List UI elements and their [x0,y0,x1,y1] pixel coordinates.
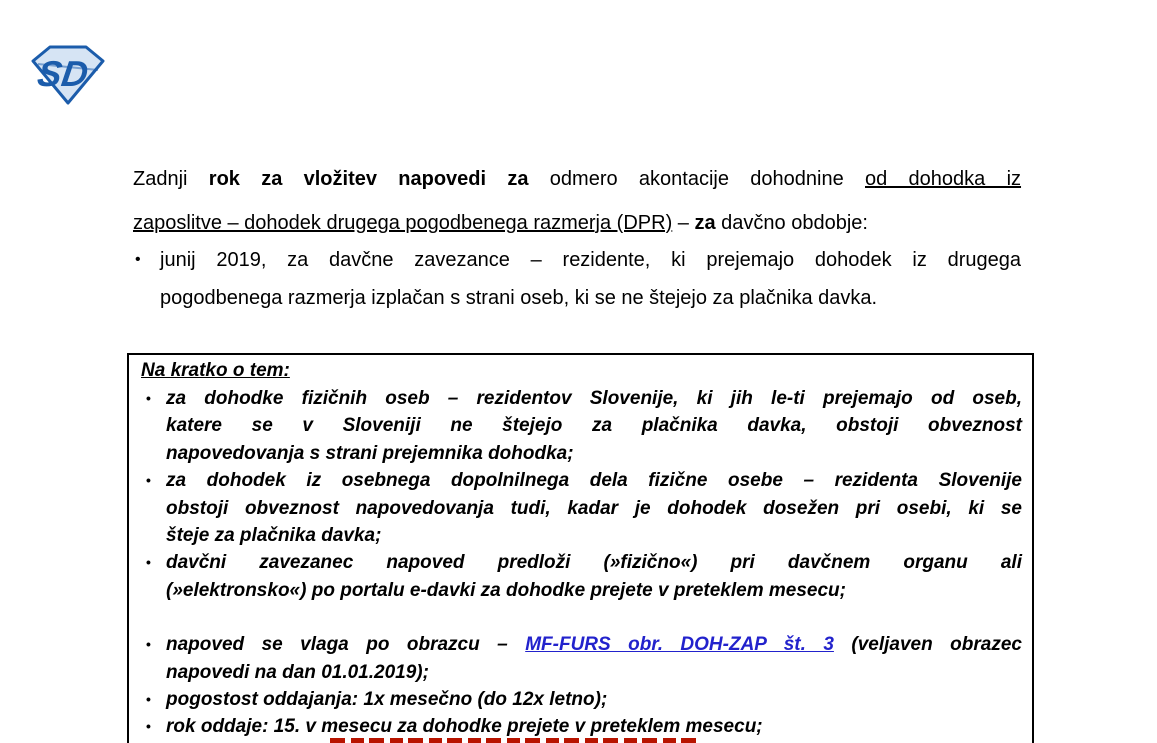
bullet-line: rok oddaje: 15. v mesecu za dohodke prejete v preteklem mesecu; [166,716,763,738]
intro-text-underlined: od dohodka iz [865,168,1022,190]
bullet-icon: • [135,251,141,268]
list-item [141,713,1022,740]
intro-text: – [672,212,695,234]
bullet-text: (veljaven obrazec [833,634,1022,656]
logo-letters: SD [34,53,91,94]
bullet-icon: • [146,554,151,571]
intro-text: Zadnji [133,168,209,190]
bullet-line: (»elektronsko«) po portalu e-davki za dohodke prejete v preteklem mesecu; [166,579,846,601]
intro-text-bold: za [694,212,716,234]
bullet-line: šteje za plačnika davka; [166,525,382,547]
list-item [141,467,1022,549]
bullet-line: obstoji obveznost napovedovanja tudi, kadar je dohodek dosežen pri osebi, ki se [166,497,1022,519]
intro-bullet-list [133,241,1021,317]
intro-text: davčno obdobje: [715,212,868,234]
intro-text: odmero akontacije dohodnine [528,168,865,190]
bullet-icon: • [146,636,151,653]
bullet-line: junij 2019, za davčne zavezance – rezidente, ki prejemajo dohodek iz drugega [160,249,1021,271]
bullet-line: napovedi na dan 01.01.2019); [166,661,429,683]
list-item [141,549,1022,604]
bullet-line: katere se v Sloveniji ne štejejo za plačnika davka, obstoji obveznost [166,415,1022,437]
summary-box [127,353,1034,743]
list-item [141,631,1022,686]
intro-text-bold: rok za vložitev napovedi za [208,168,529,190]
list-item [141,385,1022,467]
bullet-line: za dohodke fizičnih oseb – rezidentov Slovenije, ki jih le-ti prejemajo od oseb, [166,388,1022,409]
list-item [133,241,1021,317]
cutoff-red-text-line [330,738,696,743]
intro-text-underlined: zaposlitve – dohodek drugega pogodbenega razmerja (DPR) [133,212,673,234]
bullet-icon: • [146,691,151,708]
intro-line-2 [133,201,1021,245]
doh-zap-form-link[interactable]: MF-FURS obr. DOH-ZAP št. 3 [525,634,834,656]
list-item [141,686,1022,713]
box-heading: Na kratko o tem: [141,360,290,381]
bullet-icon: • [146,718,151,735]
sd-shield-logo [30,44,106,106]
bullet-line: pogostost oddajanja: 1x mesečno (do 12x letno); [166,689,608,711]
bullet-icon: • [146,472,151,489]
intro-paragraph [133,157,1021,245]
bullet-line: za dohodek iz osebnega dopolnilnega dela fizične osebe – rezidenta Slovenije [166,470,1022,492]
bullet-text: napoved se vlaga po obrazcu – [166,634,526,656]
intro-line-1 [133,157,1021,201]
bullet-line: davčni zavezanec napoved predloži (»fizično«) pri davčnem organu ali [166,552,1022,574]
bullet-line: napovedovanja s strani prejemnika dohodka; [166,442,574,464]
bullet-icon: • [146,390,151,406]
bullet-line: pogodbenega razmerja izplačan s strani oseb, ki se ne štejejo za plačnika davka. [160,287,878,309]
bullet-line-with-link [166,631,1022,658]
